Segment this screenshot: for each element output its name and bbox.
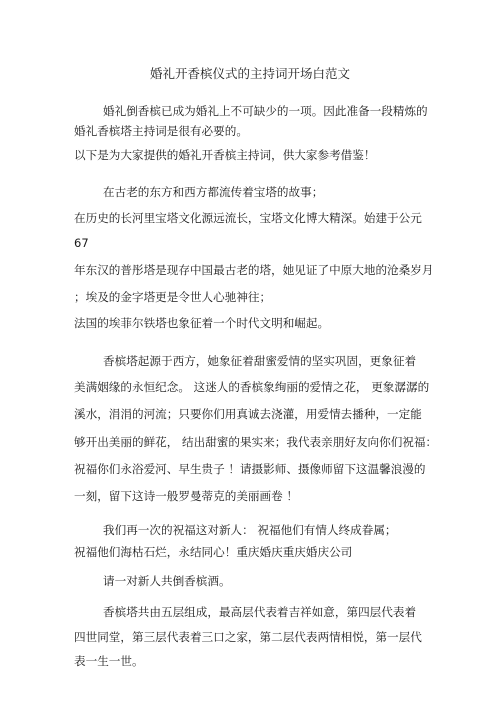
blessing-line-1: 我们再一次的祝福这对新人： 祝福他们有情人终成眷属； (103, 523, 397, 537)
tower-line-1: 香槟塔共由五层组成，最高层代表着吉祥如意，第四层代表着 (103, 605, 417, 619)
origin-line-4: 够开出美丽的鲜花， 结出甜蜜的果实来；我代表亲朋好友向你们祝福： (74, 435, 438, 449)
history-line-1: 在古老的东方和西方都流传着宝塔的故事； (103, 185, 324, 199)
history-line-4: 年东汉的普彤塔是现存中国最古老的塔，她见证了中原大地的沧桑岁月 (74, 263, 434, 277)
origin-line-1: 香槟塔起源于西方，她象征着甜蜜爱情的坚实巩固，更象征着 (103, 354, 417, 368)
tower-line-3: 表一生一世。 (74, 654, 144, 668)
origin-line-3: 溪水，涓涓的河流；只要你们用真诚去浇灌，用爱情去播种，一定能 (74, 407, 422, 421)
history-line-3: 67 (74, 236, 89, 250)
intro-line-2: 婚礼香槟塔主持词是很有必要的。 (74, 124, 248, 138)
tower-line-2: 四世同堂，第三层代表着三口之家，第二层代表两情相悦，第一层代 (74, 630, 422, 644)
history-line-5: ；埃及的金字塔更是令世人心驰神往； (74, 290, 272, 304)
origin-line-6: 一刻，留下这诗一般罗曼蒂克的美丽画卷 ！ (74, 489, 298, 503)
origin-line-5: 祝福你们永浴爱河、早生贵子 ！请摄影师、摄像师留下这温馨浪漫的 (74, 462, 426, 476)
invite-line: 请一对新人共倒香槟酒。 (103, 574, 231, 588)
history-line-2: 在历史的长河里宝塔文化源远流长，宝塔文化博大精深。始建于公元 (74, 211, 422, 225)
history-line-6: 法国的埃菲尔铁塔也象征着一个时代文明和崛起。 (74, 316, 330, 330)
origin-line-2: 美满姻缘的永恒纪念。 这迷人的香槟象绚丽的爱情之花， 更象潺潺的 (74, 380, 430, 394)
document-title: 婚礼开香槟仪式的主持词开场白范文 (149, 66, 350, 81)
blessing-line-2: 祝福他们海枯石烂，永结同心！重庆婚庆重庆婚庆公司 (74, 545, 353, 559)
intro-line-3: 以下是为大家提供的婚礼开香槟主持词，供大家参考借鉴！ (74, 148, 376, 162)
intro-line-1: 婚礼倒香槟已成为婚礼上不可缺少的一项。因此准备一段精炼的 (103, 104, 428, 118)
